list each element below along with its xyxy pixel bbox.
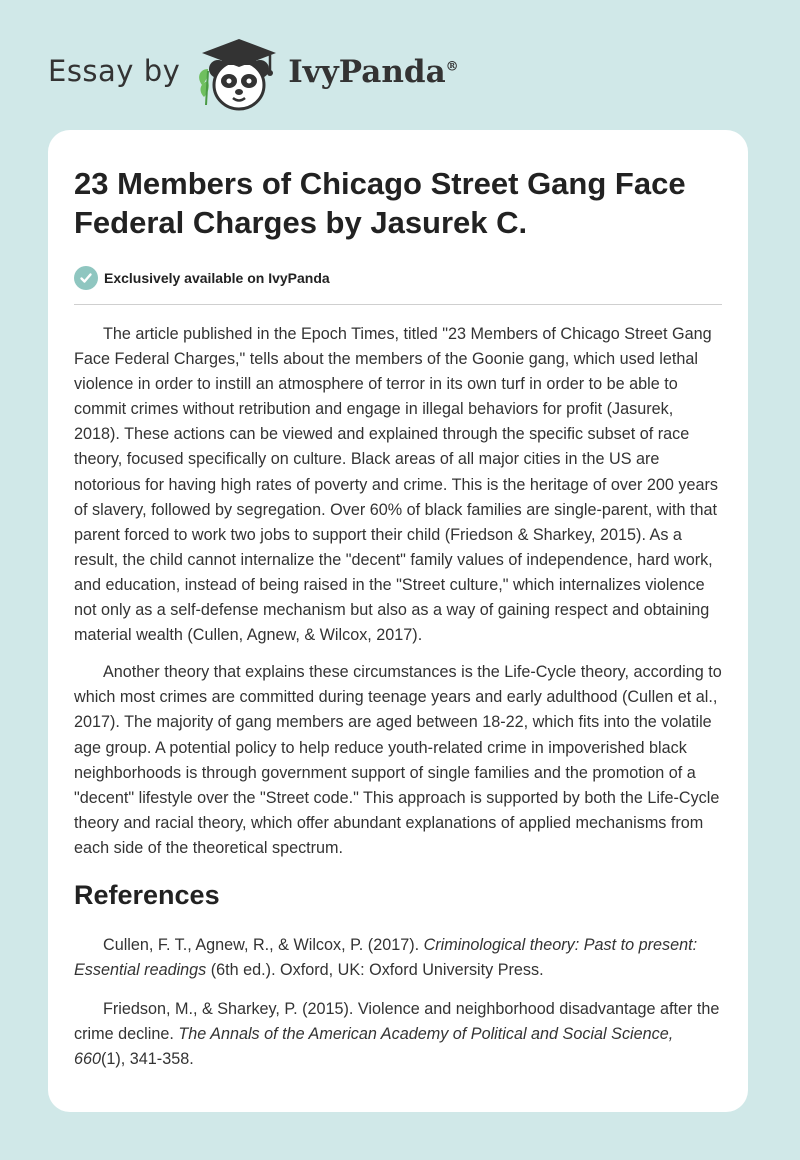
references-heading: References xyxy=(74,879,220,910)
body-paragraph-1: The article published in the Epoch Times, titled "23 Members of Chicago Street Gang Face Federal Charges," tells about the members of the Goonie gang, which used lethal violence in order to instill an atmosphere of terror in its own turf in order to be able to commit crimes without retribution and engage in illegal behaviors for profit (Jasurek, 2018). These actions can be viewed and explained through the specific subset of race theory, focused specifically on culture. Black areas of all major cities in the US are notorious for having high rates of poverty and crime. This is the heritage of over 200 years of slavery, followed by segregation. Over 60% of black families are single-parent, with that parent forced to work two jobs to support their child (Friedson & Sharkey, 2015). As a result, the child cannot internalize the "decent" family values of independence, hard work, and education, instead of being raised in the "Street culture," which internalizes violence not only as a self-defense mechanism but also as a way of gaining respect and obtaining material wealth (Cullen, Agnew, & Wilcox, 2017). xyxy=(74,325,718,645)
divider xyxy=(74,304,722,305)
registered-mark: ® xyxy=(445,59,459,75)
brand-name: IvyPanda® xyxy=(288,54,459,90)
essay-by-label: Essay by xyxy=(48,54,181,88)
body-paragraph-2: Another theory that explains these circumstances is the Life-Cycle theory, according to which most crimes are committed during teenage years and early adulthood (Cullen et al., 2017). The majority of gang members are aged between 18-22, which fits into the volatile age group. A potential policy to help reduce youth-related crime in impoverished black neighborhoods is through government support of single families and the promotion of a "decent" lifestyle over the "Street code." This approach is supported by both the Life-Cycle theory and racial theory, which offer abundant explanations of applied mechanisms from each side of the theoretical spectrum. xyxy=(74,663,722,857)
panda-graduate-logo-icon xyxy=(194,35,284,113)
essay-title: 23 Members of Chicago Street Gang Face Federal Charges by Jasurek C. xyxy=(74,166,686,240)
site-header xyxy=(48,34,459,114)
exclusive-badge xyxy=(74,266,722,290)
exclusive-label: Exclusively available on IvyPanda xyxy=(104,270,330,286)
reference-item-2: Friedson, M., & Sharkey, P. (2015). Violence and neighborhood disadvantage after the crime decline. The Annals of the American Academy of Political and Social Science, 660(1), 341-358. xyxy=(74,1000,720,1069)
check-icon xyxy=(74,266,98,290)
reference-item-1: Cullen, F. T., Agnew, R., & Wilcox, P. (2017). Criminological theory: Past to present: Essential readings (6th ed.). Oxford, UK: Oxford University Press. xyxy=(74,935,698,980)
essay-card xyxy=(48,130,748,1112)
